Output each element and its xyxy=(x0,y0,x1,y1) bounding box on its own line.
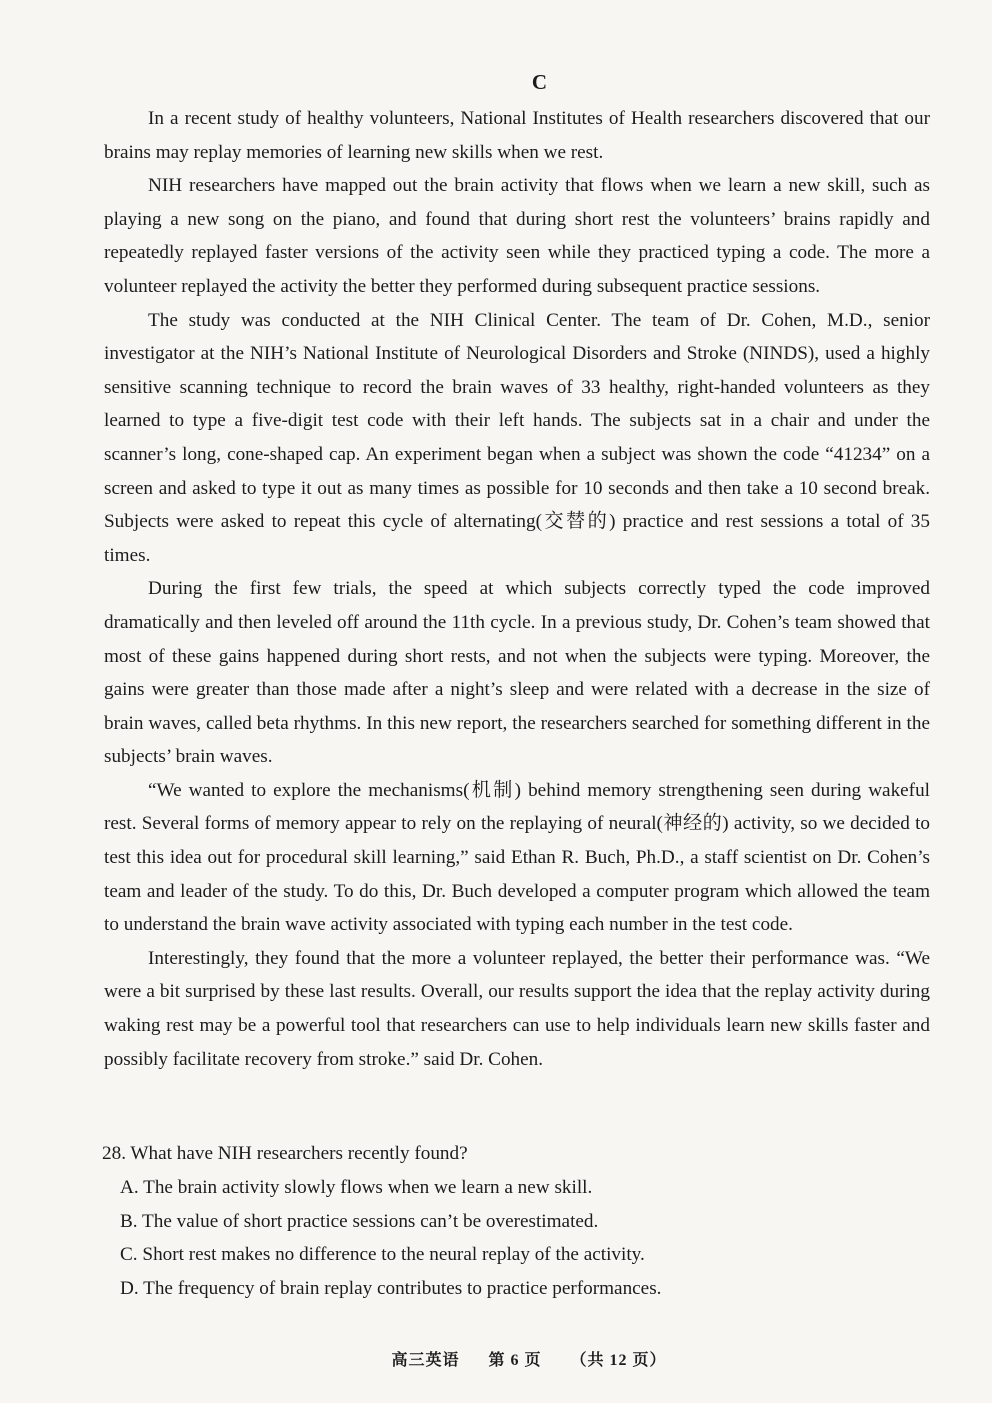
question-stem: 28. What have NIH researchers recently found? xyxy=(102,1143,468,1164)
passage-paragraph: In a recent study of healthy volunteers, National Institutes of Health researchers discovered that our brains may replay memories of learning new skills when we rest. xyxy=(104,108,930,163)
passage-paragraph: During the first few trials, the speed at which subjects correctly typed the code improved dramatically and then leveled off around the 11th cycle. In a previous study, Dr. Cohen’s team showed that most of these gains happened during short rests, and not when the subjects were typing. Moreover, the gains were greater than those made after a night’s sleep and were related with a decrease in the size of brain waves, called beta rhythms. In this new report, the researchers searched for something different in the subjects’ brain waves. xyxy=(104,578,930,768)
passage-paragraph: “We wanted to explore the mechanisms(机制) behind memory strengthening seen during wakeful rest. Several forms of memory appear to rely on the replaying of neural(神经的) activity, so we decided to test this idea out for procedural skill learning,” said Ethan R. Buch, Ph.D., a staff scientist on Dr. Cohen’s team and leader of the study. To do this, Dr. Buch developed a computer program which allowed the team to understand the brain wave activity associated with typing each number in the test code. xyxy=(104,779,930,936)
option-b: B. The value of short practice sessions can’t be overestimated. xyxy=(120,1210,599,1232)
passage-paragraph: The study was conducted at the NIH Clinical Center. The team of Dr. Cohen, M.D., senior investigator at the NIH’s National Institute of Neurological Disorders and Stroke (NINDS), used a highly sensitive scanning technique to record the brain waves of 33 healthy, right-handed volunteers as they learned to type a five-digit test code with their left hands. The subjects sat in a chair and under the scanner’s long, cone-shaped cap. An experiment began when a subject was shown the code “41234” on a screen and asked to type it out as many times as possible for 10 seconds and then take a 10 second break. Subjects were asked to repeat this cycle of alternating(交替的) practice and rest sessions a total of 35 times. xyxy=(104,309,930,566)
passage-paragraph: Interestingly, they found that the more a volunteer replayed, the better their performance was. “We were a bit surprised by these last results. Overall, our results support the idea that the replay activity during waking rest may be a powerful tool that researchers can use to help individuals learn new skills faster and possibly facilitate recovery from stroke.” said Dr. Cohen. xyxy=(104,947,930,1070)
option-a: A. The brain activity slowly flows when we learn a new skill. xyxy=(120,1176,593,1198)
passage-paragraph: NIH researchers have mapped out the brain activity that flows when we learn a new skill, such as playing a new song on the piano, and found that during short rest the volunteers’ brains rapidly and repeatedly replayed faster versions of the activity seen while they practiced typing a code. The more a volunteer replayed the activity the better they performed during subsequent practice sessions. xyxy=(104,175,930,297)
question-28 xyxy=(102,1137,932,1306)
reading-passage xyxy=(104,102,930,1076)
option-c: C. Short rest makes no difference to the neural replay of the activity. xyxy=(120,1244,645,1266)
footer-subject: 高三英语 xyxy=(391,1352,460,1369)
footer-page-total: （共 12 页） xyxy=(570,1352,667,1369)
footer-page-number: 第 6 页 xyxy=(488,1352,542,1369)
page-footer xyxy=(0,1347,992,1370)
section-heading: C xyxy=(531,70,549,94)
option-d: D. The frequency of brain replay contributes to practice performances. xyxy=(120,1278,662,1300)
